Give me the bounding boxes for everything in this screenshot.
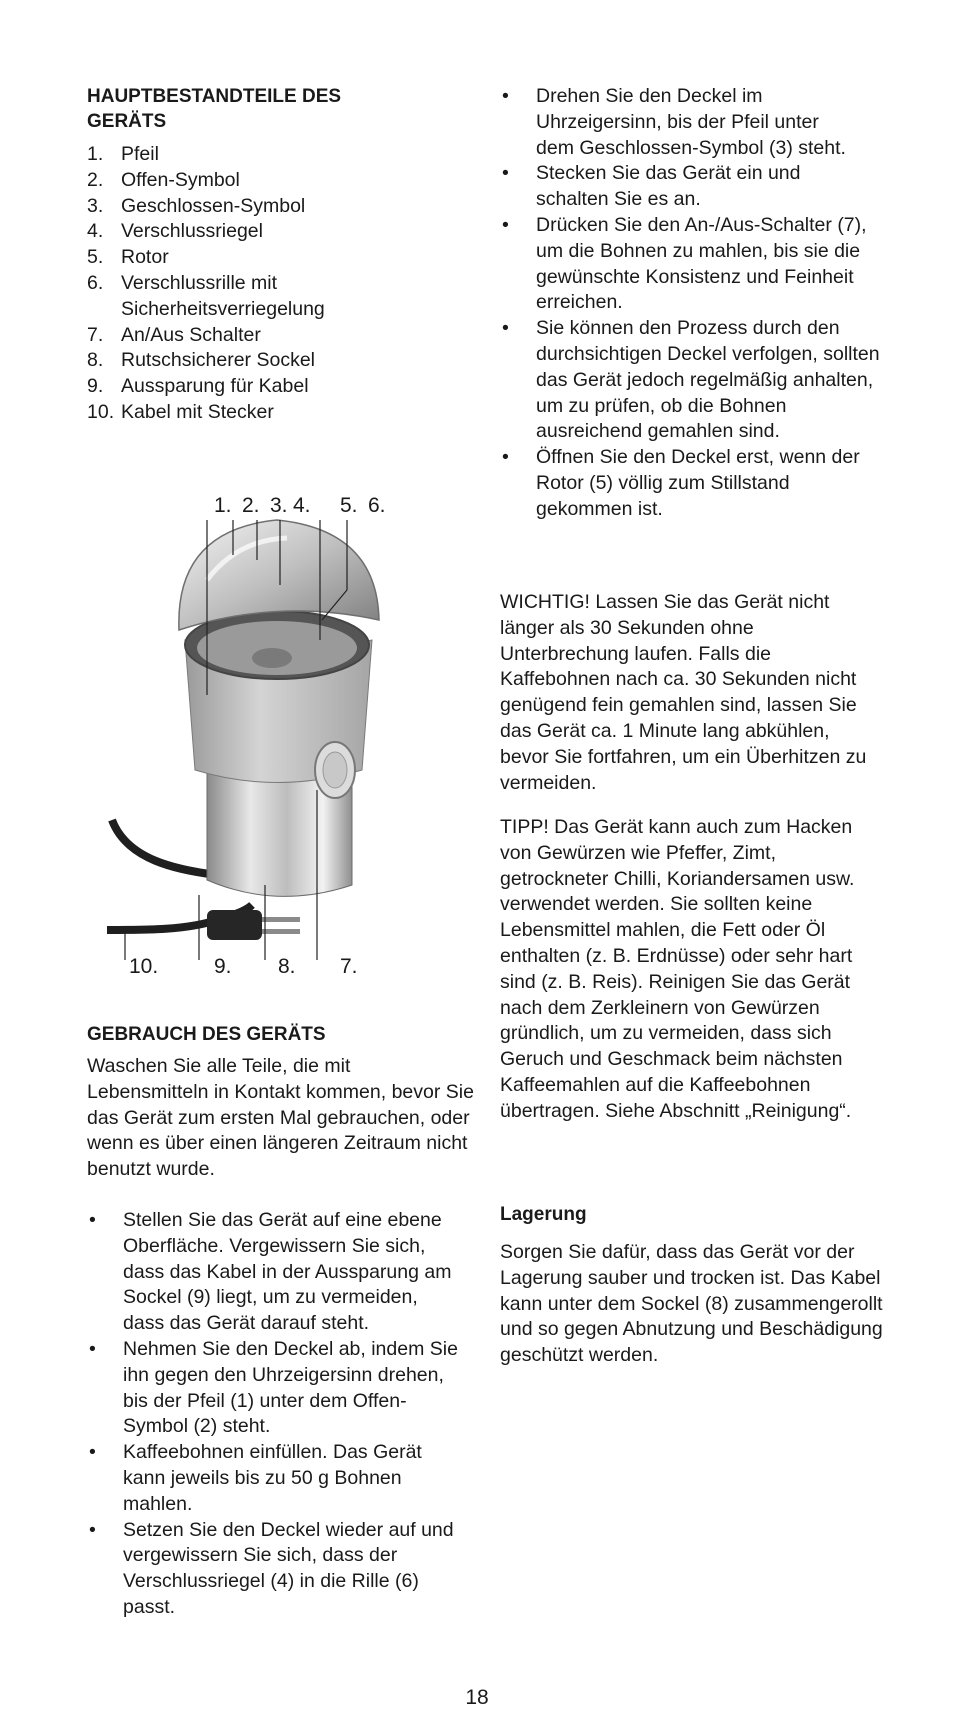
list-item: 5. Rotor (87, 246, 169, 269)
callout-7: 7. (340, 955, 358, 978)
callout-10: 10. (129, 955, 159, 978)
operation-steps-list (500, 84, 885, 523)
list-item: 4. Verschlussriegel (87, 220, 263, 243)
usage-intro: Waschen Sie alle Teile, die mit Lebensmitteln in Kontakt kommen, bevor Sie das Gerät zum ersten Mal gebrauchen, oder wenn es über einen längeren Zeitraum nicht benutzt wurde. (87, 1055, 474, 1181)
tip-text: TIPP! Das Gerät kann auch zum Hacken von Gewürzen wie Pfeffer, Zimt, getrockneter Chilli, Koriandersamen usw. verwendet werden. Sie sollten keine Lebensmittel mahlen, die Fett oder Öl enthalten (z. B. Erdnüsse) oder sehr hart sind (z. B. Reis). Reinigen Sie das Gerät nach dem Zerkleinern von Gewürzen gründlich, um zu vermeiden, dass sich Geruch und Geschmack beim nächsten Kaffeemahlen auf die Kaffeebohnen übertragen. Siehe Abschnitt „Reinigung“. (500, 816, 855, 1122)
list-item: 6. Verschlussrille mit Sicherheitsverriegelung (87, 271, 325, 320)
callout-9: 9. (214, 955, 232, 978)
list-item: 7. An/Aus Schalter (87, 323, 261, 346)
storage-text: Sorgen Sie dafür, dass das Gerät vor der Lagerung sauber und trocken ist. Das Kabel kann unter dem Sockel (8) zusammengerollt und so gegen Abnutzung und Beschädigung geschützt werden. (500, 1241, 883, 1367)
list-item: • Stellen Sie das Gerät auf eine ebene Oberfläche. Vergewissern Sie sich, dass das Kabel in der Aussparung am Sockel (9) liegt, um zu vermeiden, dass das Gerät darauf steht. (89, 1209, 452, 1335)
list-item: • Kaffeebohnen einfüllen. Das Gerät kann jeweils bis zu 50 g Bohnen mahlen. (89, 1441, 422, 1515)
usage-heading: GEBRAUCH DES GERÄTS (87, 1024, 326, 1045)
list-item: • Drehen Sie den Deckel im Uhrzeigersinn, bis der Pfeil unter dem Geschlossen-Symbol (3) steht. (502, 85, 846, 159)
list-item: 9. Aussparung für Kabel (87, 375, 309, 398)
warning-text: WICHTIG! Lassen Sie das Gerät nicht länger als 30 Sekunden ohne Unterbrechung laufen. Falls die Kaffebohnen nach ca. 30 Sekunden nicht genügend fein gemahlen sind, lassen Sie das Gerät ca. 1 Minute lang abkühlen, bevor Sie fortfahren, um ein Überhitzen zu vermeiden. (500, 591, 867, 794)
grinder-drawing (87, 490, 447, 980)
page-number: 18 (465, 1686, 489, 1709)
parts-list (87, 142, 477, 426)
callout-6: 6. (368, 494, 386, 517)
callout-1: 1. (214, 494, 232, 517)
list-item: 8. Rutschsicherer Sockel (87, 349, 315, 372)
parts-heading: HAUPTBESTANDTEILE DES GERÄTS (87, 86, 342, 132)
list-item: 3. Geschlossen-Symbol (87, 194, 306, 217)
callout-2: 2. (242, 494, 260, 517)
callout-8: 8. (278, 955, 296, 978)
callout-4: 4. (293, 494, 311, 517)
callout-5: 5. (340, 494, 358, 517)
list-item: 2. Offen-Symbol (87, 168, 240, 191)
list-item: • Drücken Sie den An-/Aus-Schalter (7), um die Bohnen zu mahlen, bis sie die gewünschte Konsistenz und Feinheit erreichen. (502, 213, 867, 314)
storage-heading: Lagerung (500, 1204, 587, 1225)
callout-3: 3. (270, 494, 288, 517)
list-item: 10. Kabel mit Stecker (87, 400, 274, 423)
list-item: 1. Pfeil (87, 143, 159, 165)
list-item: • Setzen Sie den Deckel wieder auf und vergewissern Sie sich, dass der Verschlussriegel (4) in die Rille (6) passt. (89, 1518, 454, 1618)
list-item: • Öffnen Sie den Deckel erst, wenn der Rotor (5) völlig zum Stillstand gekommen ist. (502, 446, 860, 520)
grinder-illustration (87, 490, 447, 980)
usage-steps-list (87, 1208, 477, 1621)
list-item: • Sie können den Prozess durch den durchsichtigen Deckel verfolgen, sollten das Gerät jedoch regelmäßig anhalten, um zu prüfen, ob die Bohnen ausreichend gemahlen sind. (502, 317, 880, 443)
list-item: • Stecken Sie das Gerät ein und schalten Sie es an. (502, 162, 801, 211)
list-item: • Nehmen Sie den Deckel ab, indem Sie ihn gegen den Uhrzeigersinn drehen, bis der Pfeil (1) unter dem Offen-Symbol (2) steht. (89, 1337, 458, 1438)
